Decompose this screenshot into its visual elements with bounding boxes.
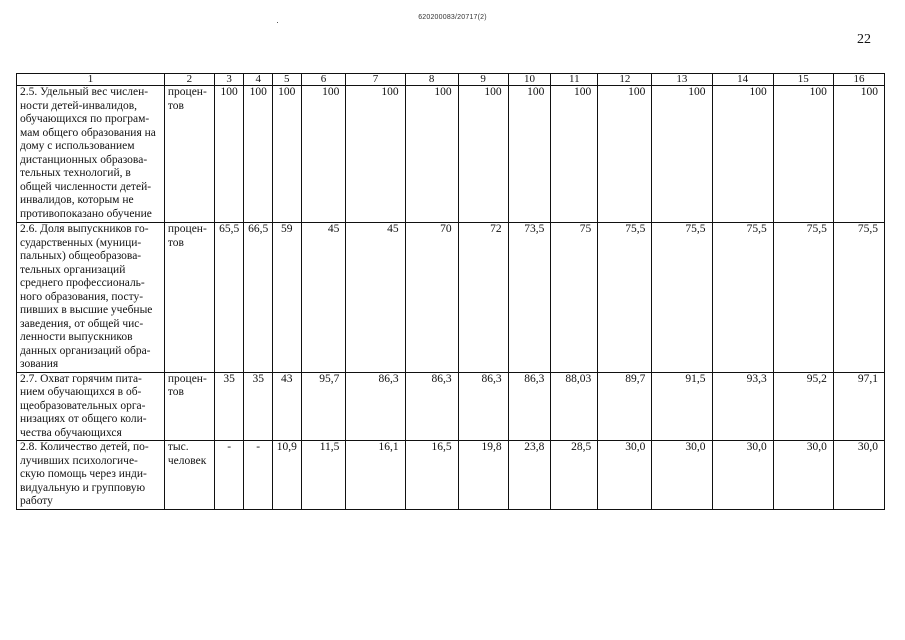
value-cell: 95,2 — [773, 372, 833, 441]
value-cell: 89,7 — [598, 372, 652, 441]
unit-cell: процен-тов — [164, 223, 214, 373]
unit-cell: процен-тов — [164, 86, 214, 223]
value-cell: 19,8 — [458, 441, 508, 510]
value-cell: 100 — [833, 86, 884, 223]
document-id: 620200083/20717(2) — [418, 14, 487, 21]
indicator-name-cell: 2.7. Охват горячим пита-нием обучающихся в об-щеобразовательных орга-низациях от общего коли-чества обучающихся — [17, 372, 165, 441]
value-cell: 30,0 — [652, 441, 712, 510]
value-cell: 100 — [301, 86, 346, 223]
unit-cell: тыс. человек — [164, 441, 214, 510]
value-cell: 73,5 — [508, 223, 551, 373]
column-number-cell: 11 — [551, 74, 598, 86]
value-cell: 45 — [346, 223, 405, 373]
value-cell: 86,3 — [458, 372, 508, 441]
value-cell: 100 — [598, 86, 652, 223]
page-number: 22 — [857, 32, 871, 47]
value-cell: 70 — [405, 223, 458, 373]
value-cell: 100 — [272, 86, 301, 223]
value-cell: 86,3 — [405, 372, 458, 441]
column-number-cell: 10 — [508, 74, 551, 86]
value-cell: 45 — [301, 223, 346, 373]
value-cell: 28,5 — [551, 441, 598, 510]
column-number-cell: 7 — [346, 74, 405, 86]
indicators-table — [16, 73, 885, 510]
value-cell: 30,0 — [833, 441, 884, 510]
value-cell: 65,5 — [214, 223, 244, 373]
value-cell: 100 — [508, 86, 551, 223]
value-cell: 75,5 — [652, 223, 712, 373]
value-cell: 100 — [346, 86, 405, 223]
value-cell: 75,5 — [598, 223, 652, 373]
table-row — [17, 86, 885, 223]
value-cell: 10,9 — [272, 441, 301, 510]
column-number-cell: 2 — [164, 74, 214, 86]
value-cell: 93,3 — [712, 372, 773, 441]
value-cell: 100 — [244, 86, 273, 223]
value-cell: 100 — [405, 86, 458, 223]
value-cell: 16,5 — [405, 441, 458, 510]
value-cell: 100 — [652, 86, 712, 223]
value-cell: 11,5 — [301, 441, 346, 510]
value-cell: 75 — [551, 223, 598, 373]
value-cell: 88,03 — [551, 372, 598, 441]
column-number-cell: 4 — [244, 74, 273, 86]
column-number-cell: 3 — [214, 74, 244, 86]
value-cell: - — [214, 441, 244, 510]
value-cell: 30,0 — [712, 441, 773, 510]
value-cell: 72 — [458, 223, 508, 373]
value-cell: - — [244, 441, 273, 510]
indicator-name-cell: 2.8. Количество детей, по-лучивших психологиче-скую помощь через инди-видуальную и групповую работу — [17, 441, 165, 510]
column-number-cell: 14 — [712, 74, 773, 86]
value-cell: 75,5 — [773, 223, 833, 373]
value-cell: 86,3 — [346, 372, 405, 441]
value-cell: 30,0 — [598, 441, 652, 510]
value-cell: 100 — [214, 86, 244, 223]
value-cell: 97,1 — [833, 372, 884, 441]
value-cell: 43 — [272, 372, 301, 441]
column-number-cell: 8 — [405, 74, 458, 86]
value-cell: 86,3 — [508, 372, 551, 441]
value-cell: 23,8 — [508, 441, 551, 510]
value-cell: 91,5 — [652, 372, 712, 441]
value-cell: 75,5 — [833, 223, 884, 373]
value-cell: 35 — [244, 372, 273, 441]
table-body — [17, 74, 885, 510]
unit-cell: процен-тов — [164, 372, 214, 441]
value-cell: 100 — [712, 86, 773, 223]
column-number-cell: 12 — [598, 74, 652, 86]
value-cell: 16,1 — [346, 441, 405, 510]
indicator-name-cell: 2.5. Удельный вес числен-ности детей-инвалидов, обучающихся по програм-мам общего образования на дому с использованием дистанционных образова-тельных технологий, в общей численности детей-инвалидов, которым не противопоказано обучение — [17, 86, 165, 223]
column-number-cell: 1 — [17, 74, 165, 86]
table-row — [17, 372, 885, 441]
column-number-cell: 13 — [652, 74, 712, 86]
column-number-cell: 15 — [773, 74, 833, 86]
column-number-cell: 6 — [301, 74, 346, 86]
value-cell: 100 — [458, 86, 508, 223]
value-cell: 100 — [551, 86, 598, 223]
value-cell: 95,7 — [301, 372, 346, 441]
value-cell: 75,5 — [712, 223, 773, 373]
indicator-name-cell: 2.6. Доля выпускников го-сударственных (муници-пальных) общеобразова-тельных организаций среднего профессиональ-ного образования, посту-пивших в высшие учебные заведения, от общей чис-ленности выпускников данных организаций обра-зования — [17, 223, 165, 373]
column-number-cell: 9 — [458, 74, 508, 86]
column-number-row — [17, 74, 885, 86]
table-row — [17, 223, 885, 373]
value-cell: 100 — [773, 86, 833, 223]
value-cell: 66,5 — [244, 223, 273, 373]
value-cell: 35 — [214, 372, 244, 441]
column-number-cell: 16 — [833, 74, 884, 86]
scan-speck — [277, 22, 278, 23]
table-row — [17, 441, 885, 510]
column-number-cell: 5 — [272, 74, 301, 86]
value-cell: 59 — [272, 223, 301, 373]
value-cell: 30,0 — [773, 441, 833, 510]
